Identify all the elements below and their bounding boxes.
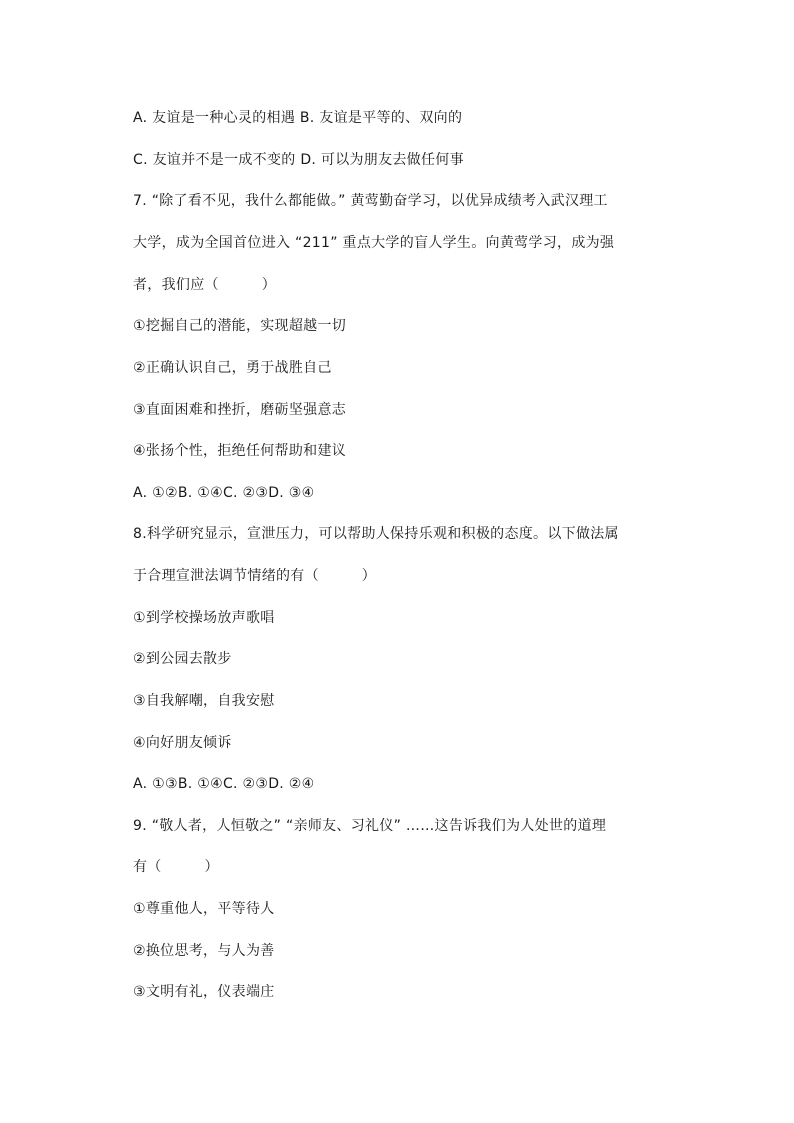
question-9-line-1: 9. “敬人者，人恒敬之” “亲师友、习礼仪” ……这告诉我们为人处世的道理	[133, 818, 607, 834]
question-8-line-2: 于合理宣泄法调节情绪的有（ ）	[133, 568, 377, 584]
question-7-line-1: 7. “除了看不见，我什么都能做。” 黄莺勤奋学习，以优异成绩考入武汉理工	[133, 193, 608, 209]
option-line-ab: A. 友谊是一种心灵的相遇 B. 友谊是平等的、双向的	[133, 110, 463, 126]
question-8-choice-2: ②到公园去散步	[133, 651, 232, 667]
question-9-line-2: 有（ ）	[133, 859, 219, 875]
question-7-answers: A. ①②B. ①④C. ②③D. ③④	[133, 485, 315, 501]
question-7-choice-4: ④张扬个性，拒绝任何帮助和建议	[133, 443, 347, 459]
question-8-answers: A. ①③B. ①④C. ②③D. ②④	[133, 776, 315, 792]
question-9-choice-2: ②换位思考，与人为善	[133, 943, 275, 959]
question-7-line-3: 者，我们应（ ）	[133, 277, 276, 293]
question-7-choice-2: ②正确认识自己，勇于战胜自己	[133, 360, 332, 376]
question-7-choice-3: ③直面困难和挫折，磨砺坚强意志	[133, 402, 347, 418]
question-9-choice-1: ①尊重他人，平等待人	[133, 901, 275, 917]
question-9-choice-3: ③文明有礼，仪表端庄	[133, 984, 275, 1000]
question-8-choice-3: ③自我解嘲，自我安慰	[133, 693, 275, 709]
question-8-choice-4: ④向好朋友倾诉	[133, 735, 232, 751]
question-8-line-1: 8.科学研究显示，宣泄压力，可以帮助人保持乐观和积极的态度。以下做法属	[133, 526, 619, 542]
question-7-choice-1: ①挖掘自己的潜能，实现超越一切	[133, 318, 347, 334]
option-line-cd: C. 友谊并不是一成不变的 D. 可以为朋友去做任何事	[133, 152, 464, 168]
question-8-choice-1: ①到学校操场放声歌唱	[133, 610, 275, 626]
question-7-line-2: 大学，成为全国首位进入 “211” 重点大学的盲人学生。向黄莺学习，成为强	[133, 235, 615, 251]
